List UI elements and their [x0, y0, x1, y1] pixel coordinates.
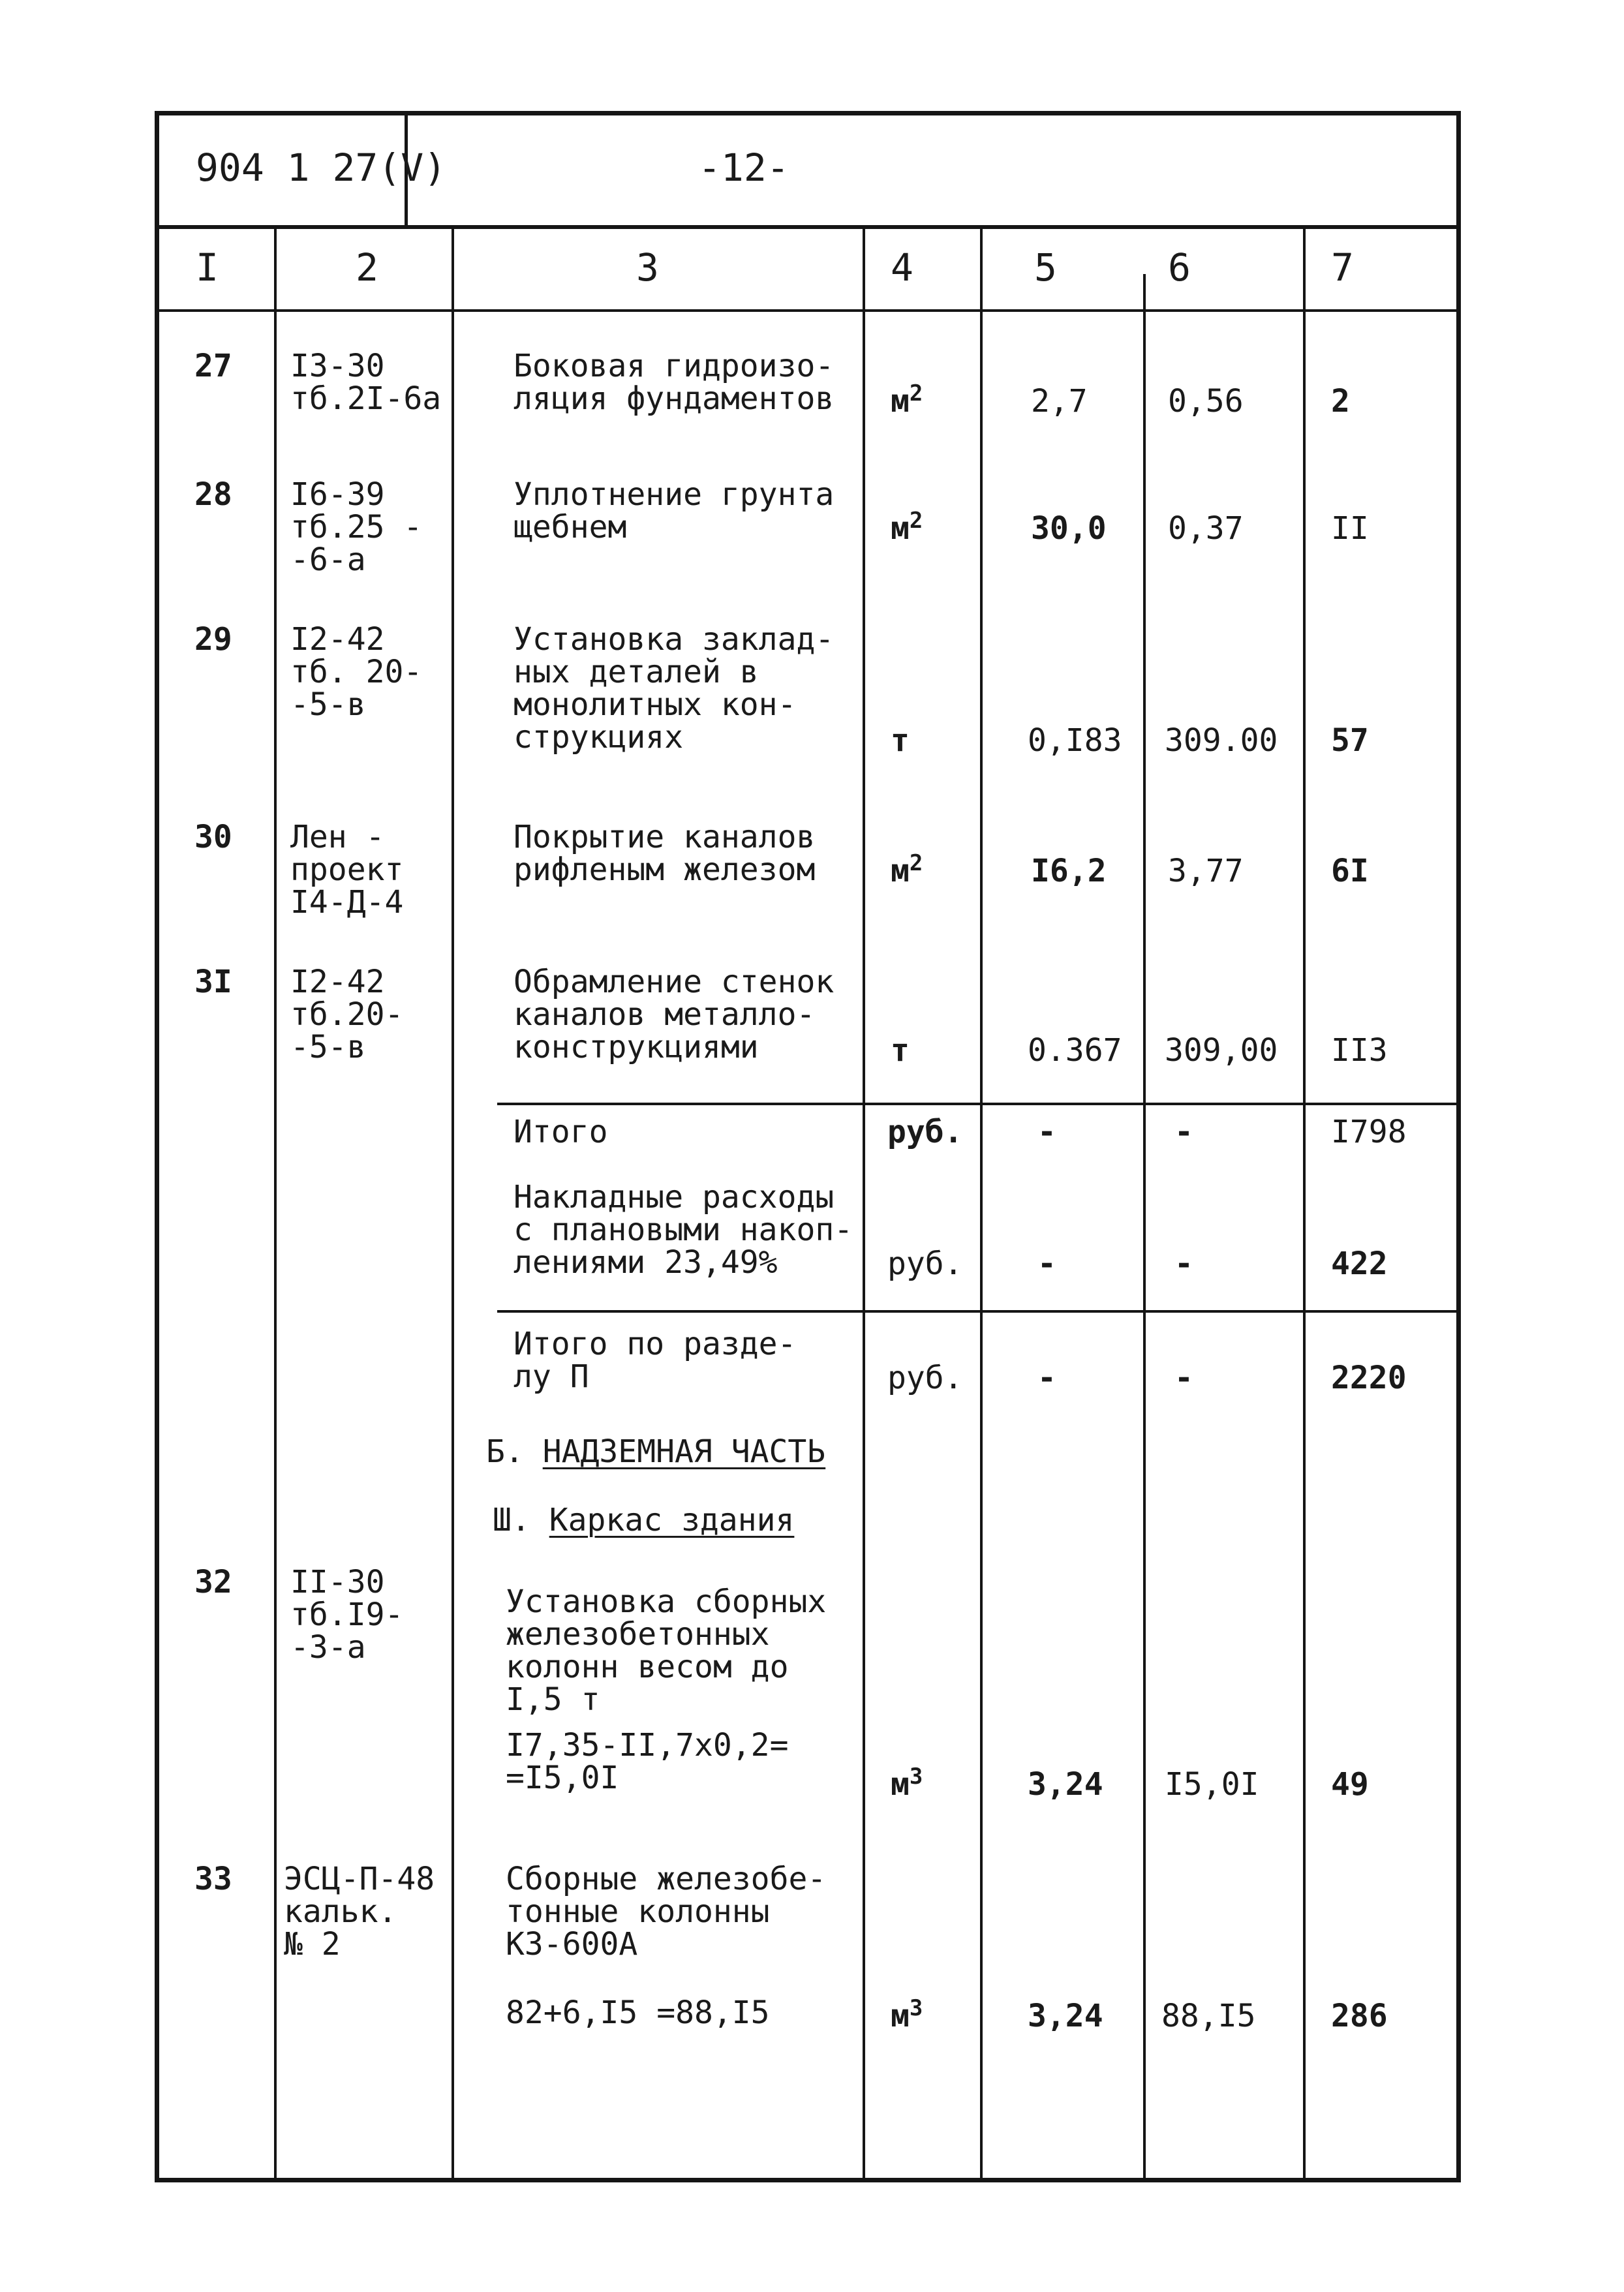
table-row-reference: I3-30 тб.2I-6а [290, 348, 442, 417]
column-header-divider [155, 309, 1461, 312]
table-row-total: 57 [1331, 722, 1369, 759]
overhead-quantity: - [1037, 1245, 1056, 1282]
section-total-quantity: - [1037, 1360, 1056, 1396]
table-row-description: Боковая гидроизо- ляция фундаментов [513, 348, 835, 417]
table-row-number: 30 [194, 819, 232, 855]
table-row-quantity: 0.367 [1028, 1032, 1122, 1069]
column-header-5: 5 [1034, 245, 1057, 290]
page-number: -12- [698, 145, 789, 190]
table-row-quantity: 3,24 [1028, 1766, 1103, 1803]
table-row-unit: т [891, 722, 910, 759]
table-row-quantity: I6,2 [1031, 853, 1107, 889]
section-total-label: Итого по разде- лу П [513, 1326, 797, 1395]
table-row-description: Покрытие каналов рифленым железом [513, 819, 816, 888]
table-row-total: II3 [1331, 1032, 1388, 1069]
table-row-unit: $м^3$ [891, 1764, 923, 1803]
section-iii-heading: Ш. Каркас здания [493, 1502, 795, 1538]
section-b-heading: Б. НАДЗЕМНАЯ ЧАСТЬ [486, 1433, 826, 1470]
header-divider [155, 225, 1461, 229]
column-header-3: 3 [636, 245, 659, 290]
table-row-unit: $м^2$ [891, 508, 923, 547]
table-row-unit-price: 0,37 [1168, 510, 1244, 547]
table-row-total: 6I [1331, 853, 1369, 889]
table-row-total: 49 [1331, 1766, 1369, 1803]
table-row-description: Сборные железобе- тонные колонны КЗ-600А [506, 1861, 827, 1963]
table-row-reference: I2-42 тб.20- -5-в [290, 964, 404, 1065]
table-row-unit-price: 3,77 [1168, 853, 1244, 889]
col-rule-5 [1143, 274, 1146, 2182]
table-row-unit-price: I5,0I [1165, 1766, 1259, 1803]
subtotal-quantity: - [1037, 1114, 1056, 1150]
table-row-number: 28 [194, 476, 232, 513]
table-row-unit: $м^3$ [891, 1995, 923, 2034]
subtotal-label: Итого [513, 1114, 608, 1150]
table-row-reference: ЭСЦ-П-48 кальк. № 2 [284, 1861, 435, 1963]
column-header-1: I [196, 245, 219, 290]
table-row-quantity: 2,7 [1031, 383, 1088, 420]
table-row-reference: II-30 тб.I9- -3-а [290, 1564, 404, 1666]
table-row-reference: I6-39 тб.25 - -6-а [290, 476, 423, 578]
table-row-description: Обрамление стенок каналов металло- конструкциями [513, 964, 835, 1065]
table-row-number: 27 [194, 348, 232, 384]
subtotal-unit: руб. [887, 1114, 963, 1150]
col-rule-4 [980, 229, 983, 2182]
subtotal-divider [497, 1103, 1461, 1105]
column-header-6: 6 [1168, 245, 1191, 290]
table-row-unit-price: 88,I5 [1161, 1998, 1256, 2034]
table-row-reference: Лен - проект I4-Д-4 [290, 819, 404, 921]
table-row-unit: т [891, 1032, 910, 1069]
table-row-unit-price: 0,56 [1168, 383, 1244, 420]
section-total-price: - [1174, 1360, 1193, 1396]
col-rule-1 [274, 229, 277, 2182]
table-row-number: 3I [194, 964, 232, 1000]
overhead-divider [497, 1310, 1461, 1313]
subtotal-total: I798 [1331, 1114, 1407, 1150]
table-row-unit-price: 309,00 [1165, 1032, 1278, 1069]
table-row-formula: I7,35-II,7x0,2= =I5,0I [506, 1727, 789, 1796]
document-code: 904 1 27(V) [196, 145, 447, 190]
table-row-unit: $м^2$ [891, 380, 923, 420]
table-row-unit-price: 309.00 [1165, 722, 1278, 759]
table-row-description: Установка заклад- ных деталей в монолитных кон- струкциях [513, 621, 835, 756]
overhead-total: 422 [1331, 1245, 1388, 1282]
col-rule-3 [863, 229, 865, 2182]
column-header-4: 4 [891, 245, 913, 290]
table-row-formula: 82+6,I5 =88,I5 [506, 1994, 770, 2031]
column-header-7: 7 [1331, 245, 1354, 290]
col-rule-6 [1303, 229, 1306, 2182]
table-row-quantity: 3,24 [1028, 1998, 1103, 2034]
table-row-description: Уплотнение грунта щебнем [513, 476, 835, 545]
section-total-unit: руб. [887, 1360, 963, 1396]
overhead-price: - [1174, 1245, 1193, 1282]
table-row-number: 29 [194, 621, 232, 658]
table-row-total: 2 [1331, 383, 1350, 420]
table-row-quantity: 0,I83 [1028, 722, 1122, 759]
table-row-reference: I2-42 тб. 20- -5-в [290, 621, 423, 723]
table-row-unit: $м^2$ [891, 850, 923, 889]
col-rule-2 [452, 229, 454, 2182]
table-row-total: II [1331, 510, 1369, 547]
overhead-unit: руб. [887, 1245, 963, 1282]
table-row-description: Установка сборных железобетонных колонн весом до I,5 т [506, 1583, 827, 1718]
column-header-2: 2 [356, 245, 378, 290]
table-row-number: 33 [194, 1861, 232, 1897]
table-row-quantity: 30,0 [1031, 510, 1107, 547]
table-row-total: 286 [1331, 1998, 1388, 2034]
section-total-total: 2220 [1331, 1360, 1407, 1396]
table-row-number: 32 [194, 1564, 232, 1600]
overhead-label: Накладные расходы с плановыми накоп- лениями 23,49% [513, 1179, 853, 1281]
subtotal-price: - [1174, 1114, 1193, 1150]
